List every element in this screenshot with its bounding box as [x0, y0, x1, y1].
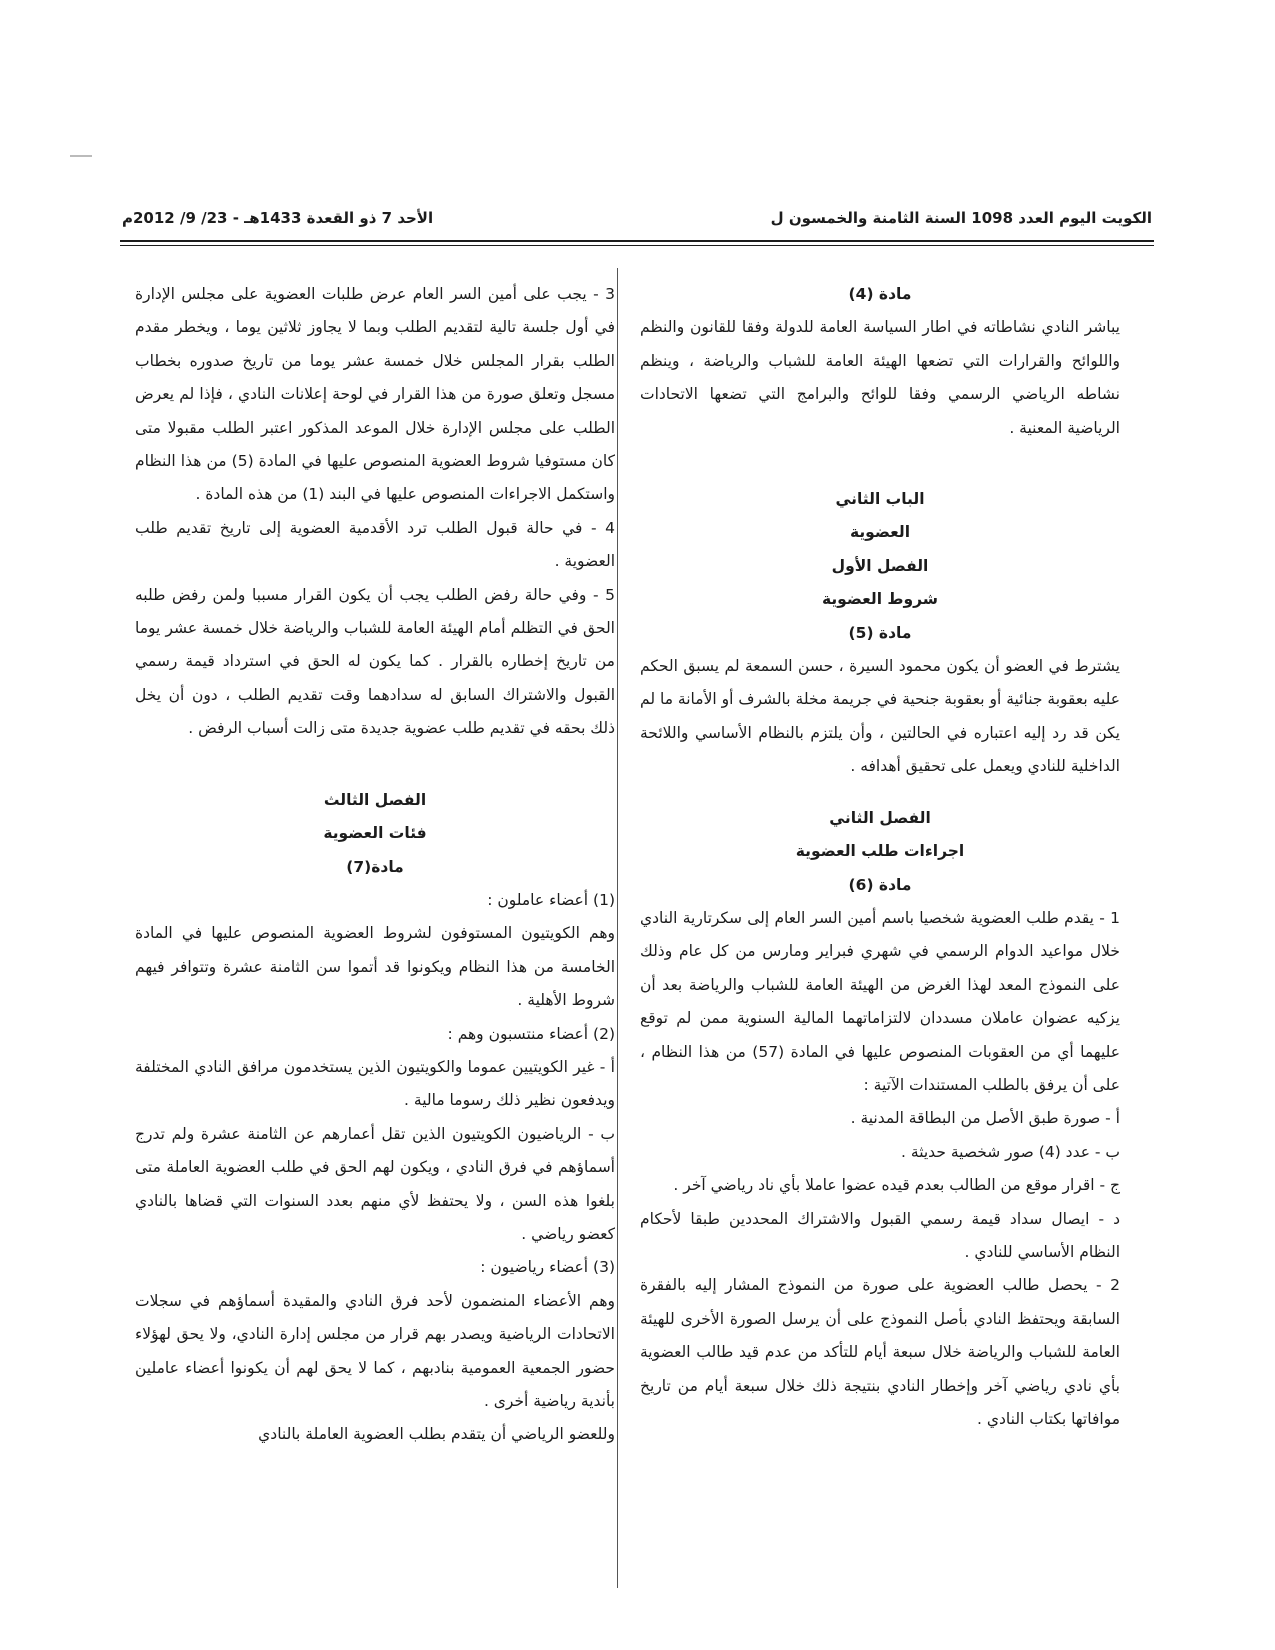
header-date: الأحد 7 ذو القعدة 1433هـ - 23/ 9/ 2012م	[122, 209, 434, 227]
chapter-1-subtitle: شروط العضوية	[821, 590, 939, 609]
header-rule-thin	[120, 245, 1154, 246]
article-6-para-5: 5 - وفي حالة رفض الطلب يجب أن يكون القرار مسببا ولمن رفض طلبه الحق في التظلم أمام الهيئة العامة للشباب والرياضة خلال خمسة عشر يوما من تاريخ إخطاره بالقرار . كما يكون له الحق في استرداد قيمة رسمي القبول والاشتراك السابق له سدادهما وقت تقديم الطلب ، دون أن يخل ذلك بحقه في تقديم طلب عضوية جديدة متى زالت أسباب الرفض .	[135, 585, 615, 738]
left-column	[135, 278, 615, 1452]
article-4-text: يباشر النادي نشاطاته في اطار السياسة العامة للدولة وفقا للقانون والنظم واللوائح والقرارات التي تضعها الهيئة العامة للشباب والرياضة ، وينظم نشاطه الرياضي الرسمي وفقا للوائح والبرامج التي تضعها الاتحادات الرياضية المعنية .	[640, 318, 1120, 437]
chapter-2-title: الفصل الثاني	[829, 808, 931, 827]
part-subtitle: العضوية	[849, 523, 911, 542]
article-6-item-b: ب - عدد (4) صور شخصية حديثة .	[901, 1142, 1120, 1161]
article-7-title: مادة(7)	[346, 857, 404, 876]
article-6-para-3: 3 - يجب على أمين السر العام عرض طلبات العضوية على مجلس الإدارة في أول جلسة تالية لتقديم الطلب وبما لا يجاوز ثلاثين يوما ، ويخطر مقدم الطلب بقرار المجلس خلال خمسة عشر يوما من تاريخ صدوره بخطاب مسجل وتعلق صورة من هذا القرار في لوحة إعلانات النادي ، فإذا لم يعرض الطلب على مجلس الإدارة خلال الموعد المذكور اعتبر الطلب مقبولا متى كان مستوفيا شروط العضوية المنصوص عليها في المادة (5) من هذا النظام واستكمل الاجراءات المنصوص عليها في البند (1) من هذه المادة .	[135, 285, 615, 504]
members-2-item-b: ب - الرياضيون الكويتيون الذين تقل أعمارهم عن الثامنة عشرة ولم تدرج أسماؤهم في فرق النادي ، ويكون لهم الحق في طلب العضوية العاملة متى بلغوا هذه السن ، ولا يحتفظ لأي منهم بعدد السنوات التي قضاها بالنادي كعضو رياضي .	[135, 1124, 615, 1243]
article-6-para-1: 1 - يقدم طلب العضوية شخصيا باسم أمين السر العام إلى سكرتارية النادي خلال مواعيد الدوام الرسمي في شهري فبراير ومارس من كل عام وذلك على النموذج المعد لهذا الغرض من الهيئة العامة للشباب والرياضة بعد أن يزكيه عضوان عاملان مسددان لالتزاماتهما المالية السنوية ممن لم توقع عليهما أي من العقوبات المنصوص عليها في المادة (57) من هذا النظام ، على أن يرفق بالطلب المستندات الآتية :	[640, 908, 1120, 1094]
article-6-item-c: ج - اقرار موقع من الطالب بعدم قيده عضوا عاملا بأي ناد رياضي آخر .	[673, 1176, 1120, 1195]
chapter-3-title: الفصل الثالث	[323, 790, 427, 809]
right-column	[640, 278, 1120, 1436]
article-6-title: مادة (6)	[848, 875, 912, 894]
chapter-3-subtitle: فئات العضوية	[323, 824, 427, 843]
members-3-heading: (3) أعضاء رياضيون :	[480, 1258, 615, 1277]
members-1-heading: (1) أعضاء عاملون :	[487, 890, 615, 909]
scan-mark	[70, 155, 92, 157]
article-5-text: يشترط في العضو أن يكون محمود السيرة ، حسن السمعة لم يسبق الحكم عليه بعقوبة جنائية أو بعقوبة جنحية في جريمة مخلة بالشرف أو الأمانة ما لم يكن قد رد إليه اعتباره في الحالتين ، وأن يلتزم بالنظام الأساسي واللائحة الداخلية للنادي ويعمل على تحقيق أهدافه .	[640, 657, 1120, 776]
members-3-last-line: وللعضو الرياضي أن يتقدم بطلب العضوية العاملة بالنادي	[258, 1425, 615, 1444]
members-2-item-a: أ - غير الكويتيين عموما والكويتيون الذين يستخدمون مرافق النادي المختلفة ويدفعون نظير ذلك رسوما مالية .	[135, 1057, 615, 1110]
chapter-2-subtitle: اجراءات طلب العضوية	[795, 842, 965, 861]
article-4-title: مادة (4)	[848, 285, 912, 303]
header-rule	[120, 240, 1154, 242]
members-3-text: وهم الأعضاء المنضمون لأحد فرق النادي والمقيدة أسماؤهم في سجلات الاتحادات الرياضية ويصدر بهم قرار من مجلس إدارة النادي، ولا يحق لهؤلاء حضور الجمعية العمومية بنادبهم ، كما لا يحق لهم أن يكونوا أعضاء عاملين بأندية رياضية أخرى .	[135, 1291, 615, 1410]
article-5-title: مادة (5)	[848, 623, 912, 642]
article-6-item-d: د - ايصال سداد قيمة رسمي القبول والاشتراك المحددين طبقا لأحكام النظام الأساسي للنادي .	[640, 1209, 1120, 1261]
chapter-1-title: الفصل الأول	[831, 556, 929, 575]
column-divider	[617, 268, 618, 1588]
article-6-item-a: أ - صورة طبق الأصل من البطاقة المدنية .	[850, 1109, 1120, 1128]
members-1-text: وهم الكويتيون المستوفون لشروط العضوية المنصوص عليها في المادة الخامسة من هذا النظام ويكونوا قد أتموا سن الثامنة عشرة وتتوافر فيهم شروط الأهلية .	[135, 924, 615, 1010]
header-publication: الكويت اليوم العدد 1098 السنة الثامنة والخمسون ل	[770, 209, 1152, 227]
part-title: الباب الثاني	[835, 490, 925, 509]
members-2-heading: (2) أعضاء منتسبون وهم :	[447, 1024, 615, 1043]
article-6-para-2: 2 - يحصل طالب العضوية على صورة من النموذج المشار إليه بالفقرة السابقة ويحتفظ النادي بأصل النموذج على أن يرسل الصورة الأخرى للهيئة العامة للشباب والرياضة خلال سبعة أيام للتأكد من عدم قيد طالب العضوية بأي نادي رياضي آخر وإخطار النادي بنتيجة ذلك خلال سبعة أيام من تاريخ موافاتها بكتاب النادي .	[640, 1276, 1120, 1428]
article-6-para-4: 4 - في حالة قبول الطلب ترد الأقدمية العضوية إلى تاريخ تقديم طلب العضوية .	[135, 518, 615, 571]
page-header	[122, 205, 1152, 231]
